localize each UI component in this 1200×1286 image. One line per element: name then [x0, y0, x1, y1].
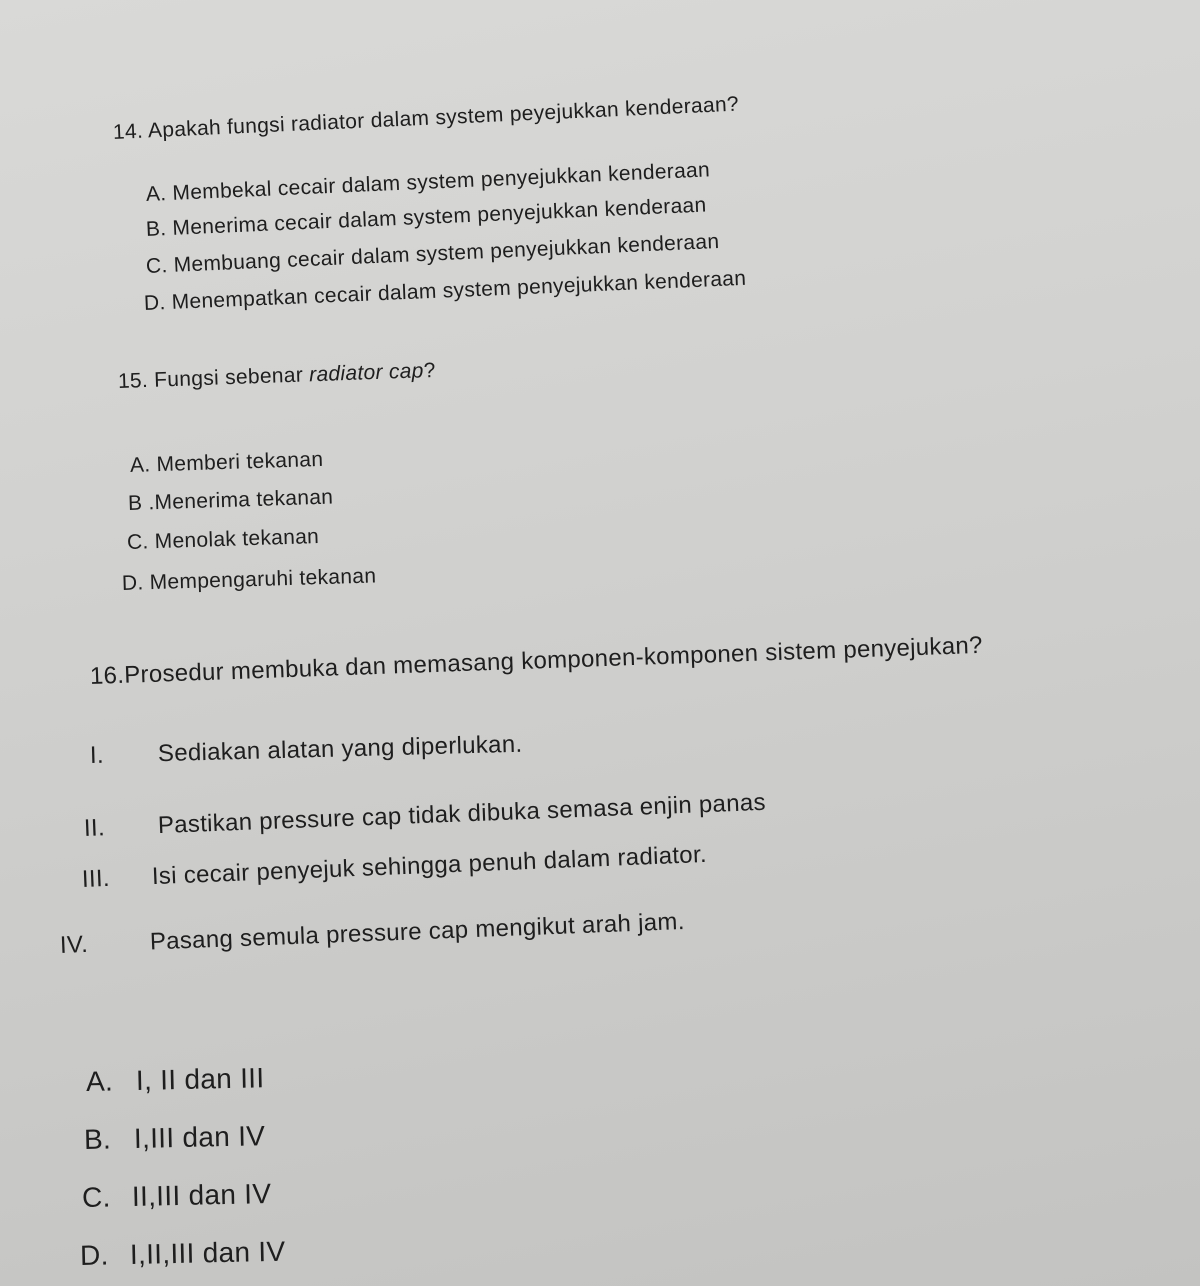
option-letter: B.	[83, 1123, 112, 1155]
step-number: II.	[83, 814, 106, 842]
option-letter: A.	[85, 1065, 114, 1097]
step-text: Pastikan pressure cap tidak dibuka semasa enjin panas	[157, 788, 767, 840]
q16-step-3	[81, 841, 707, 894]
q14-option-b: B. Menerima cecair dalam system penyejukkan kenderaan	[145, 193, 707, 241]
option-text: I,III dan IV	[133, 1120, 266, 1154]
option-text: II,III dan IV	[131, 1178, 272, 1212]
question-15-prefix: 15. Fungsi sebenar	[117, 363, 310, 393]
q15-option-b: B .Menerima tekanan	[127, 485, 334, 515]
option-text: I,II,III dan IV	[129, 1235, 286, 1270]
step-number: III.	[81, 864, 111, 893]
q16-option-d	[80, 1236, 286, 1272]
q15-option-c: C. Menolak tekanan	[126, 524, 320, 554]
question-15	[118, 359, 436, 394]
q15-option-a: A. Memberi tekanan	[129, 447, 324, 477]
step-text: Pasang semula pressure cap mengikut arah jam.	[149, 908, 686, 956]
question-14: 14. Apakah fungsi radiator dalam system peyejukkan kenderaan?	[112, 92, 740, 144]
option-letter: C.	[81, 1181, 111, 1213]
q14-option-a: A. Membekal cecair dalam system penyejukkan kenderaan	[145, 158, 711, 206]
q16-option-a	[86, 1062, 265, 1098]
q14-option-c: C. Membuang cecair dalam system penyejukkan kenderaan	[145, 229, 720, 278]
step-text: Sediakan alatan yang diperlukan.	[157, 730, 523, 768]
q16-step-4	[59, 908, 685, 960]
question-15-term: radiator cap	[308, 359, 425, 387]
question-15-suffix: ?	[423, 358, 437, 383]
q16-option-c	[82, 1178, 272, 1214]
q16-step-1	[90, 731, 523, 770]
q16-option-b	[84, 1120, 266, 1156]
option-letter: D.	[79, 1239, 109, 1271]
q16-step-2	[83, 789, 766, 843]
option-text: I, II dan III	[135, 1062, 265, 1096]
step-number: IV.	[59, 930, 89, 959]
step-text: Isi cecair penyejuk sehingga penuh dalam radiator.	[151, 840, 708, 891]
question-16: 16.Prosedur membuka dan memasang komponen-komponen sistem penyejukan?	[89, 631, 984, 690]
q14-option-d: D. Menempatkan cecair dalam system penyejukkan kenderaan	[143, 266, 747, 315]
step-number: I.	[89, 741, 105, 769]
q15-option-d: D. Mempengaruhi tekanan	[121, 564, 377, 595]
